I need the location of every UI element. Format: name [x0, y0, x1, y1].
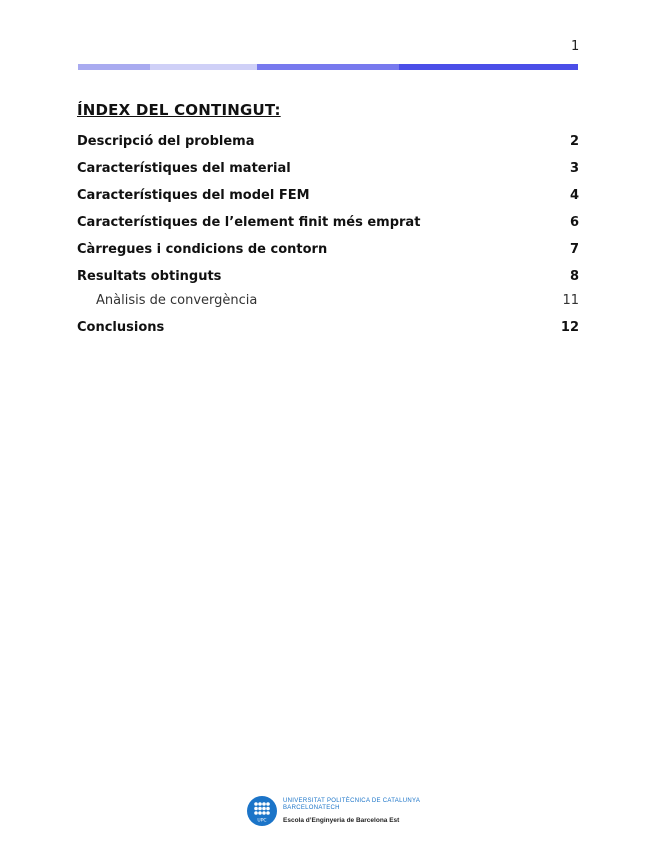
toc-entry-page: 6 — [569, 215, 579, 230]
toc-entry-label: Característiques del model FEM — [77, 188, 310, 203]
header-decorative-bar — [78, 64, 578, 70]
toc-entry-page: 8 — [569, 269, 579, 284]
toc-entry[interactable] — [77, 155, 579, 182]
header-bar-segment — [78, 64, 150, 70]
logo-university-subtitle: BARCELONATECH — [283, 805, 340, 811]
logo-university-name: UNIVERSITAT POLITÈCNICA DE CATALUNYA — [283, 798, 421, 804]
toc-entry-page: 3 — [569, 161, 579, 176]
toc-entry-label: Descripció del problema — [77, 134, 255, 149]
toc-entry-label: Resultats obtinguts — [77, 269, 222, 284]
toc-entry-label: Característiques del material — [77, 161, 291, 176]
toc-subentry[interactable] — [77, 290, 579, 311]
header-bar-segment — [150, 64, 257, 70]
toc-title: ÍNDEX DEL CONTINGUT: — [77, 101, 281, 119]
toc-entry[interactable] — [77, 128, 579, 155]
logo-school-name: Escola d’Enginyeria de Barcelona Est — [283, 817, 400, 824]
toc-entry-page: 4 — [569, 188, 579, 203]
upc-logo-icon — [247, 796, 277, 826]
toc-entry-label: Conclusions — [77, 320, 165, 335]
table-of-contents — [77, 128, 579, 344]
page-number: 1 — [571, 39, 580, 54]
toc-entry-label: Anàlisis de convergència — [96, 293, 258, 308]
toc-entry[interactable] — [77, 236, 579, 263]
toc-entry[interactable] — [77, 311, 579, 344]
logo-text — [283, 798, 420, 824]
toc-entry-page: 12 — [560, 320, 579, 335]
toc-entry[interactable] — [77, 209, 579, 236]
toc-entry-page: 2 — [569, 134, 579, 149]
header-bar-segment — [399, 64, 578, 70]
toc-entry-label: Característiques de l’element finit més emprat — [77, 215, 421, 230]
toc-entry-page: 11 — [562, 293, 579, 308]
university-logo — [247, 796, 420, 826]
toc-entry-label: Càrregues i condicions de contorn — [77, 242, 328, 257]
toc-entry[interactable] — [77, 182, 579, 209]
toc-entry[interactable] — [77, 263, 579, 290]
header-bar-segment — [257, 64, 399, 70]
logo-mark-text: UPC — [257, 818, 267, 824]
toc-entry-page: 7 — [569, 242, 579, 257]
